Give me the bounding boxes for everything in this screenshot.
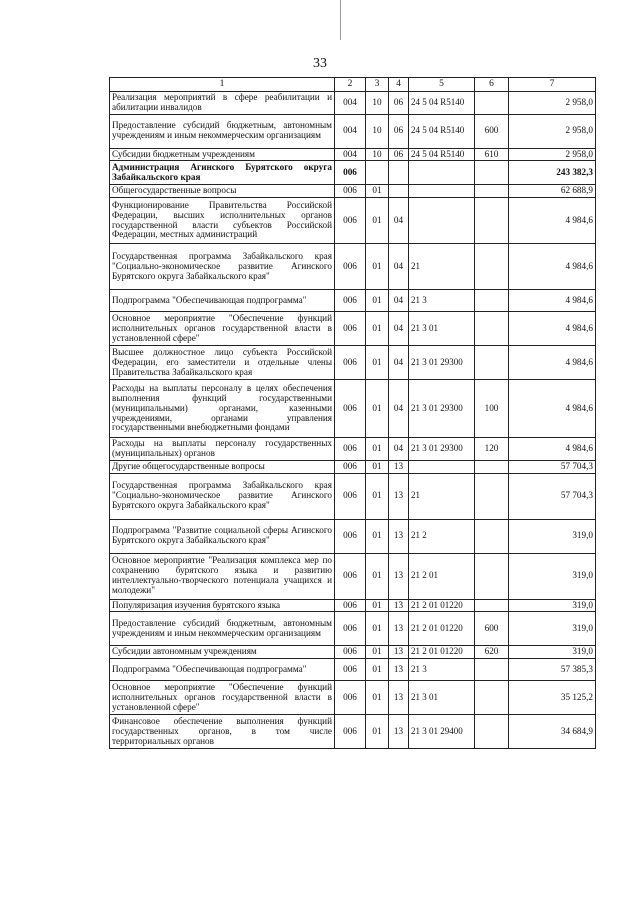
subsection-code-cell: 13 — [389, 599, 409, 612]
section-code-cell: 01 — [366, 519, 389, 553]
amount-cell: 57 704,3 — [509, 473, 596, 519]
expense-type-cell — [475, 659, 509, 681]
target-article-cell — [409, 161, 475, 185]
table-row — [110, 148, 596, 161]
section-code-cell — [366, 161, 389, 185]
row-name-cell: Популяризация изучения бурятского языка — [110, 599, 335, 612]
table-row — [110, 599, 596, 612]
subsection-code-cell: 13 — [389, 519, 409, 553]
expense-type-cell — [475, 681, 509, 715]
target-article-cell: 21 2 01 01220 — [409, 646, 475, 659]
row-name-cell: Подпрограмма "Обеспечивающая подпрограмма" — [110, 659, 335, 681]
expense-type-cell — [475, 553, 509, 599]
grbs-code-cell: 006 — [335, 646, 366, 659]
grbs-code-cell: 006 — [335, 346, 366, 380]
target-article-cell: 24 5 04 R5140 — [409, 148, 475, 161]
expense-type-cell: 600 — [475, 612, 509, 646]
section-code-cell: 01 — [366, 715, 389, 749]
section-code-cell: 01 — [366, 380, 389, 438]
grbs-code-cell: 006 — [335, 312, 366, 346]
section-code-cell: 10 — [366, 148, 389, 161]
amount-cell: 4 984,6 — [509, 380, 596, 438]
amount-cell: 4 984,6 — [509, 290, 596, 312]
section-code-cell: 01 — [366, 438, 389, 461]
expense-type-cell: 620 — [475, 646, 509, 659]
subsection-code-cell: 13 — [389, 715, 409, 749]
target-article-cell: 24 5 04 R5140 — [409, 92, 475, 115]
grbs-code-cell: 006 — [335, 659, 366, 681]
grbs-code-cell: 006 — [335, 185, 366, 198]
subsection-code-cell: 06 — [389, 148, 409, 161]
row-name-cell: Администрация Агинского Бурятского округа Забайкальского края — [110, 161, 335, 185]
grbs-code-cell: 006 — [335, 612, 366, 646]
row-name-cell: Субсидии автономным учреждениям — [110, 646, 335, 659]
section-code-cell: 01 — [366, 244, 389, 290]
header-cell: 4 — [389, 78, 409, 92]
grbs-code-cell: 006 — [335, 438, 366, 461]
amount-cell: 319,0 — [509, 599, 596, 612]
target-article-cell: 21 3 01 29400 — [409, 715, 475, 749]
grbs-code-cell: 006 — [335, 519, 366, 553]
table-row — [110, 114, 596, 148]
header-cell: 5 — [409, 78, 475, 92]
table-row — [110, 612, 596, 646]
row-name-cell: Другие общегосударственные вопросы — [110, 460, 335, 473]
section-code-cell: 01 — [366, 185, 389, 198]
section-code-cell: 01 — [366, 460, 389, 473]
amount-cell: 57 385,3 — [509, 659, 596, 681]
row-name-cell: Основное мероприятие "Реализация комплекса мер по сохранению бурятского языка и развитию интеллектуально-творческого потенциала учащихся и молодежи" — [110, 553, 335, 599]
expense-type-cell — [475, 599, 509, 612]
subsection-code-cell: 13 — [389, 646, 409, 659]
table-row — [110, 380, 596, 438]
table-row — [110, 346, 596, 380]
amount-cell: 57 704,3 — [509, 460, 596, 473]
amount-cell: 4 984,6 — [509, 198, 596, 244]
target-article-cell: 21 3 — [409, 290, 475, 312]
target-article-cell: 21 2 01 01220 — [409, 599, 475, 612]
target-article-cell: 21 — [409, 473, 475, 519]
amount-cell: 319,0 — [509, 519, 596, 553]
grbs-code-cell: 006 — [335, 599, 366, 612]
table-row — [110, 553, 596, 599]
subsection-code-cell: 13 — [389, 553, 409, 599]
page-number: 33 — [313, 56, 327, 71]
section-code-cell: 01 — [366, 681, 389, 715]
section-code-cell: 10 — [366, 114, 389, 148]
target-article-cell: 21 3 01 29300 — [409, 380, 475, 438]
section-code-cell: 10 — [366, 92, 389, 115]
grbs-code-cell: 006 — [335, 473, 366, 519]
expense-type-cell: 600 — [475, 114, 509, 148]
subsection-code-cell: 04 — [389, 380, 409, 438]
target-article-cell: 21 3 01 — [409, 681, 475, 715]
amount-cell: 319,0 — [509, 612, 596, 646]
section-code-cell: 01 — [366, 473, 389, 519]
subsection-code-cell: 13 — [389, 473, 409, 519]
expense-type-cell — [475, 290, 509, 312]
header-cell: 6 — [475, 78, 509, 92]
section-code-cell: 01 — [366, 646, 389, 659]
subsection-code-cell: 04 — [389, 244, 409, 290]
grbs-code-cell: 006 — [335, 380, 366, 438]
amount-cell: 2 958,0 — [509, 148, 596, 161]
header-cell: 2 — [335, 78, 366, 92]
table-row — [110, 438, 596, 461]
expense-type-cell: 610 — [475, 148, 509, 161]
expense-type-cell — [475, 198, 509, 244]
grbs-code-cell: 006 — [335, 198, 366, 244]
row-name-cell: Реализация мероприятий в сфере реабилитации и абилитации инвалидов — [110, 92, 335, 115]
subsection-code-cell — [389, 185, 409, 198]
grbs-code-cell: 006 — [335, 244, 366, 290]
subsection-code-cell: 13 — [389, 659, 409, 681]
grbs-code-cell: 004 — [335, 114, 366, 148]
expense-type-cell — [475, 519, 509, 553]
expense-type-cell — [475, 161, 509, 185]
amount-cell: 319,0 — [509, 553, 596, 599]
amount-cell: 4 984,6 — [509, 312, 596, 346]
table-row — [110, 681, 596, 715]
amount-cell: 4 984,6 — [509, 346, 596, 380]
section-code-cell: 01 — [366, 599, 389, 612]
row-name-cell: Высшее должностное лицо субъекта Российской Федерации, его заместители и отдельные члены Правительства Забайкальского края — [110, 346, 335, 380]
header-cell: 7 — [509, 78, 596, 92]
table-row — [110, 715, 596, 749]
subsection-code-cell: 04 — [389, 198, 409, 244]
subsection-code-cell — [389, 161, 409, 185]
target-article-cell: 21 3 01 29300 — [409, 438, 475, 461]
subsection-code-cell: 04 — [389, 346, 409, 380]
table-row — [110, 312, 596, 346]
target-article-cell: 21 — [409, 244, 475, 290]
row-name-cell: Предоставление субсидий бюджетным, автономным учреждениям и иным некоммерческим организациям — [110, 612, 335, 646]
subsection-code-cell: 04 — [389, 312, 409, 346]
subsection-code-cell: 06 — [389, 92, 409, 115]
row-name-cell: Подпрограмма "Обеспечивающая подпрограмма" — [110, 290, 335, 312]
target-article-cell — [409, 185, 475, 198]
row-name-cell: Функционирование Правительства Российской Федерации, высших исполнительных органов государственной власти субъектов Российской Федерации, местных администраций — [110, 198, 335, 244]
row-name-cell: Государственная программа Забайкальского края "Социально-экономическое развитие Агинского Бурятского округа Забайкальского края" — [110, 244, 335, 290]
table-header-row — [110, 78, 596, 92]
amount-cell: 2 958,0 — [509, 114, 596, 148]
grbs-code-cell: 006 — [335, 553, 366, 599]
amount-cell: 35 125,2 — [509, 681, 596, 715]
row-name-cell: Государственная программа Забайкальского края "Социально-экономическое развитие Агинского Бурятского округа Забайкальского края" — [110, 473, 335, 519]
budget-table — [109, 77, 596, 749]
amount-cell: 319,0 — [509, 646, 596, 659]
scan-artifact-line — [340, 0, 341, 40]
target-article-cell — [409, 198, 475, 244]
row-name-cell: Подпрограмма "Развитие социальной сферы Агинского Бурятского округа Забайкальского края" — [110, 519, 335, 553]
table-row — [110, 244, 596, 290]
subsection-code-cell: 04 — [389, 438, 409, 461]
grbs-code-cell: 004 — [335, 148, 366, 161]
table-row — [110, 185, 596, 198]
section-code-cell: 01 — [366, 659, 389, 681]
expense-type-cell — [475, 346, 509, 380]
expense-type-cell — [475, 715, 509, 749]
table-row — [110, 646, 596, 659]
header-cell: 3 — [366, 78, 389, 92]
amount-cell: 4 984,6 — [509, 244, 596, 290]
section-code-cell: 01 — [366, 312, 389, 346]
expense-type-cell — [475, 312, 509, 346]
row-name-cell: Субсидии бюджетным учреждениям — [110, 148, 335, 161]
table-row — [110, 473, 596, 519]
table-row — [110, 659, 596, 681]
grbs-code-cell: 004 — [335, 92, 366, 115]
table-row — [110, 92, 596, 115]
row-name-cell: Основное мероприятие "Обеспечение функций исполнительных органов государственной власти в установленной сфере" — [110, 312, 335, 346]
row-name-cell: Основное мероприятие "Обеспечение функций исполнительных органов государственной власти в установленной сфере" — [110, 681, 335, 715]
table-row — [110, 290, 596, 312]
target-article-cell: 21 3 01 29300 — [409, 346, 475, 380]
grbs-code-cell: 006 — [335, 715, 366, 749]
table-row — [110, 198, 596, 244]
amount-cell: 62 688,9 — [509, 185, 596, 198]
section-code-cell: 01 — [366, 198, 389, 244]
amount-cell: 4 984,6 — [509, 438, 596, 461]
expense-type-cell — [475, 460, 509, 473]
section-code-cell: 01 — [366, 612, 389, 646]
target-article-cell: 21 2 01 01220 — [409, 612, 475, 646]
subsection-code-cell: 13 — [389, 681, 409, 715]
expense-type-cell — [475, 92, 509, 115]
table-row — [110, 460, 596, 473]
target-article-cell — [409, 460, 475, 473]
row-name-cell: Общегосударственные вопросы — [110, 185, 335, 198]
section-code-cell: 01 — [366, 290, 389, 312]
expense-type-cell — [475, 473, 509, 519]
expense-type-cell — [475, 185, 509, 198]
amount-cell: 34 684,9 — [509, 715, 596, 749]
header-cell: 1 — [110, 78, 335, 92]
section-code-cell: 01 — [366, 553, 389, 599]
grbs-code-cell: 006 — [335, 460, 366, 473]
amount-cell: 243 382,3 — [509, 161, 596, 185]
subsection-code-cell: 06 — [389, 114, 409, 148]
target-article-cell: 21 3 — [409, 659, 475, 681]
target-article-cell: 21 2 — [409, 519, 475, 553]
section-code-cell: 01 — [366, 346, 389, 380]
row-name-cell: Расходы на выплаты персоналу в целях обеспечения выполнения функций государственными (муниципальными) органами, казенными учреждениями, органами управления государственными внебюджетными фондами — [110, 380, 335, 438]
row-name-cell: Расходы на выплаты персоналу государственных (муниципальных) органов — [110, 438, 335, 461]
expense-type-cell — [475, 244, 509, 290]
subsection-code-cell: 04 — [389, 290, 409, 312]
subsection-code-cell: 13 — [389, 612, 409, 646]
grbs-code-cell: 006 — [335, 290, 366, 312]
subsection-code-cell: 13 — [389, 460, 409, 473]
grbs-code-cell: 006 — [335, 161, 366, 185]
target-article-cell: 21 3 01 — [409, 312, 475, 346]
table-row — [110, 161, 596, 185]
expense-type-cell: 120 — [475, 438, 509, 461]
target-article-cell: 24 5 04 R5140 — [409, 114, 475, 148]
table-row — [110, 519, 596, 553]
target-article-cell: 21 2 01 — [409, 553, 475, 599]
grbs-code-cell: 006 — [335, 681, 366, 715]
row-name-cell: Предоставление субсидий бюджетным, автономным учреждениям и иным некоммерческим организациям — [110, 114, 335, 148]
row-name-cell: Финансовое обеспечение выполнения функций государственных органов, в том числе территориальных органов — [110, 715, 335, 749]
expense-type-cell: 100 — [475, 380, 509, 438]
amount-cell: 2 958,0 — [509, 92, 596, 115]
